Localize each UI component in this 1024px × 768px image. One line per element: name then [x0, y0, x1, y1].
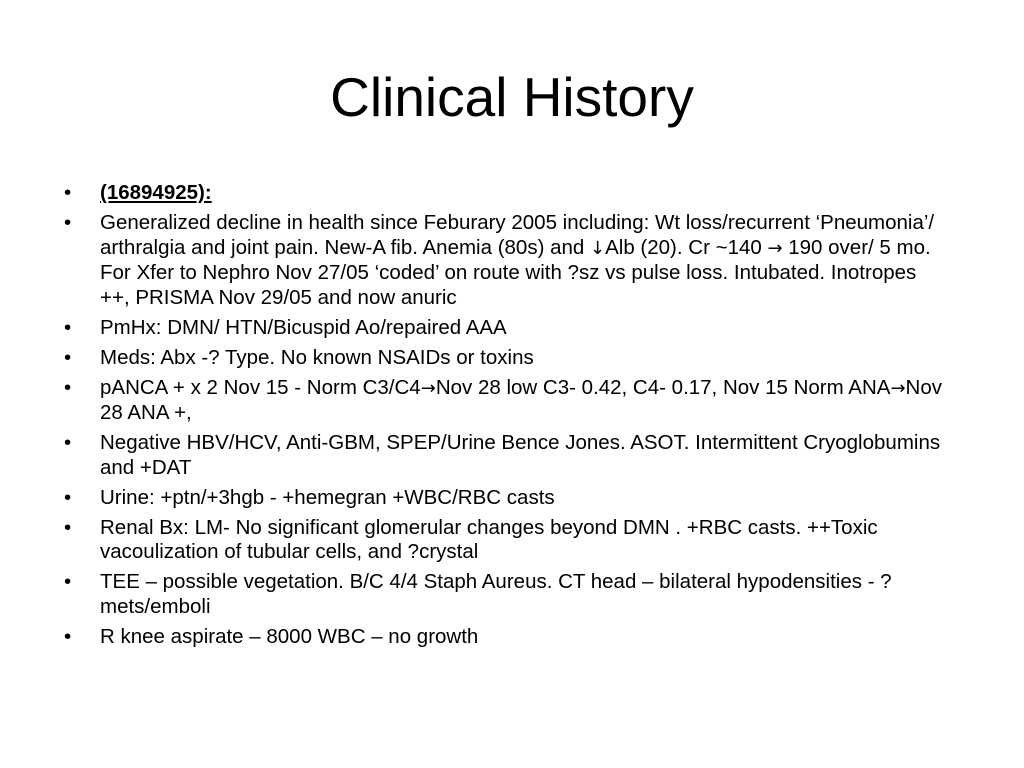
bullet-item: [62, 316, 942, 341]
bullet-icon: •: [64, 315, 72, 339]
bullet-item: [62, 211, 942, 310]
bullet-text: Alb (20). Cr ~140: [605, 235, 768, 259]
bullet-icon: •: [64, 431, 72, 454]
bullet-icon: •: [64, 211, 72, 234]
bullet-text: Nov 28 ANA +,: [100, 375, 942, 424]
bullet-item: [62, 431, 942, 480]
bullet-text: Negative HBV/HCV, Anti-GBM, SPEP/Urine Bence Jones. ASOT. Intermittent Cryoglobumins and +DAT: [100, 431, 941, 479]
bullet-text: Urine: +ptn/+3hgb - +hemegran +WBC/RBC casts: [100, 485, 555, 509]
bullet-text: Renal Bx: LM- No significant glomerular changes beyond DMN . +RBC casts. ++Toxic vacoulization of tubular cells, and ?crystal: [100, 515, 878, 563]
bullet-icon: •: [64, 624, 72, 648]
bullet-text: PmHx: DMN/ HTN/Bicuspid Ao/repaired AAA: [100, 315, 507, 339]
bullet-list: [62, 181, 942, 655]
bullet-item: [62, 516, 942, 565]
bullet-icon: •: [64, 375, 72, 399]
slide-title: Clinical History: [330, 66, 694, 128]
bullet-icon: •: [64, 485, 72, 509]
record-number: (16894925):: [100, 181, 212, 204]
bullet-text: R knee aspirate – 8000 WBC – no growth: [100, 624, 479, 648]
arrow-right-icon: →: [767, 237, 783, 259]
bullet-text: Nov 28 low C3- 0.42, C4- 0.17, Nov 15 Norm ANA: [435, 375, 891, 399]
bullet-item: [62, 570, 942, 619]
bullet-text: Meds: Abx -? Type. No known NSAIDs or toxins: [100, 345, 534, 369]
bullet-text: 190 over/ 5 mo. For Xfer to Nephro Nov 27/05 ‘coded’ on route with ?sz vs pulse loss. Intubated. Inotropes ++, PRISMA Nov 29/05 and now anuric: [100, 235, 931, 309]
bullet-icon: •: [64, 181, 72, 204]
bullet-text: Generalized decline in health since Feburary 2005 including: Wt loss/recurrent ‘Pneumonia’/ arthralgia and joint pain. New-A fib. Anemia (80s) and: [100, 211, 935, 259]
bullet-text: pANCA + x 2 Nov 15 - Norm C3/C4: [100, 375, 421, 399]
bullet-icon: •: [64, 515, 72, 539]
arrow-right-icon: →: [420, 377, 436, 399]
bullet-item: [62, 181, 942, 206]
bullet-item: [62, 346, 942, 371]
bullet-item: [62, 625, 942, 650]
bullet-item: [62, 376, 942, 426]
bullet-text: TEE – possible vegetation. B/C 4/4 Staph Aureus. CT head – bilateral hypodensities - ?mets/emboli: [100, 570, 892, 618]
arrow-right-icon: →: [890, 377, 906, 399]
arrow-down-icon: ↓: [590, 237, 606, 259]
bullet-icon: •: [64, 570, 72, 593]
bullet-icon: •: [64, 345, 72, 369]
bullet-item: [62, 486, 942, 511]
